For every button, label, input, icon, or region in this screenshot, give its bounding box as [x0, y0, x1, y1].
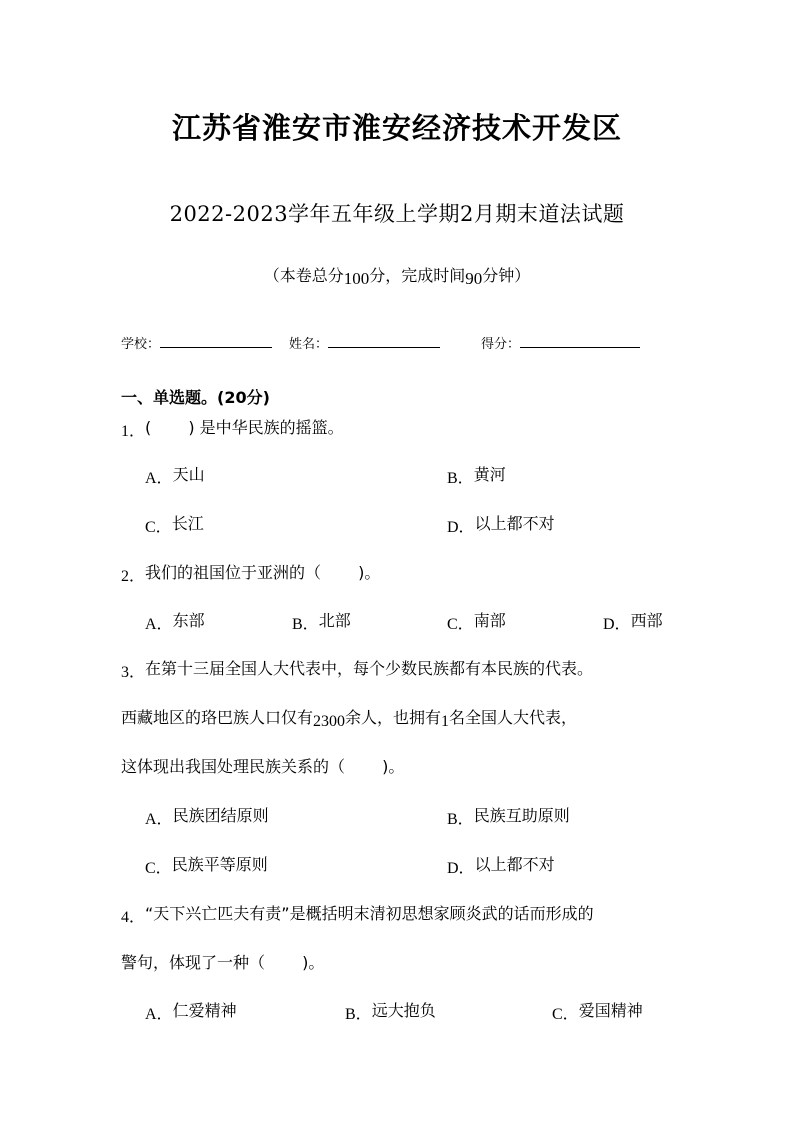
- note-mid: 分，完成时间: [369, 266, 466, 285]
- score-label: 得分：: [481, 337, 521, 352]
- option-text: 东部: [172, 611, 205, 630]
- exam-note: [0, 263, 794, 286]
- option-text: 西部: [630, 611, 663, 630]
- option-label: C．: [552, 1006, 579, 1023]
- name-label: 姓名：: [289, 337, 329, 352]
- population-number: 2300: [313, 713, 346, 730]
- note-suffix: 分钟）: [482, 266, 531, 285]
- q3-option-a[interactable]: [145, 803, 269, 826]
- question-text: 警句，体现了一种（ )。: [121, 953, 325, 972]
- school-blank[interactable]: [160, 333, 272, 348]
- q3-option-c[interactable]: [145, 852, 268, 875]
- option-label: A．: [145, 1006, 173, 1023]
- question-text: 名全国人大代表，: [449, 708, 578, 727]
- option-label: B．: [447, 811, 474, 828]
- score-field: [481, 333, 640, 352]
- option-label: C．: [447, 616, 474, 633]
- question-number: 1．: [121, 423, 146, 440]
- score-blank[interactable]: [520, 333, 640, 348]
- delegate-count: 1: [441, 713, 450, 730]
- q2-option-d[interactable]: [603, 608, 663, 631]
- question-text: 西藏地区的珞巴族人口仅有: [121, 708, 314, 727]
- q1-option-b[interactable]: [447, 462, 506, 485]
- option-text: 北部: [318, 611, 351, 630]
- q2-option-c[interactable]: [447, 608, 506, 631]
- option-text: 民族团结原则: [172, 806, 269, 825]
- option-text: 远大抱负: [371, 1001, 436, 1020]
- option-text: 南部: [473, 611, 506, 630]
- q3-option-b[interactable]: [447, 803, 570, 826]
- question-text: “天下兴亡匹夫有责”是概括明末清初思想家顾炎武的话而形成的: [145, 904, 594, 923]
- question-text: 这体现出我国处理民族关系的（ )。: [121, 757, 405, 776]
- option-label: B．: [292, 616, 319, 633]
- q3-option-d[interactable]: [447, 852, 555, 875]
- option-text: 仁爱精神: [172, 1001, 237, 1020]
- option-text: 民族平等原则: [171, 855, 268, 874]
- option-label: D．: [447, 860, 475, 877]
- option-label: D．: [603, 616, 631, 633]
- question-4-line-2: [121, 950, 324, 973]
- question-number: 3．: [121, 664, 146, 681]
- option-text: 爱国精神: [578, 1001, 643, 1020]
- option-label: A．: [145, 470, 173, 487]
- document-subtitle: 2022-2023学年五年级上学期2月期末道法试题: [169, 202, 625, 226]
- option-label: D．: [447, 519, 475, 536]
- question-text: 在第十三届全国人大代表中，每个少数民族都有本民族的代表。: [145, 659, 594, 678]
- school-label: 学校：: [121, 337, 161, 352]
- question-2: [121, 560, 380, 583]
- q2-option-a[interactable]: [145, 608, 205, 631]
- option-label: C．: [145, 519, 172, 536]
- note-prefix: （本卷总分: [263, 266, 344, 285]
- q1-option-a[interactable]: [145, 462, 205, 485]
- option-text: 黄河: [473, 465, 506, 484]
- question-text: 余人，也拥有: [345, 708, 442, 727]
- question-number: 2．: [121, 568, 146, 585]
- option-label: B．: [345, 1006, 372, 1023]
- total-score: 100: [343, 269, 370, 288]
- option-label: A．: [145, 616, 173, 633]
- option-text: 长江: [171, 514, 204, 533]
- question-3-line-2: [121, 705, 577, 728]
- option-text: 民族互助原则: [473, 806, 570, 825]
- q4-option-a[interactable]: [145, 998, 237, 1021]
- question-3-line-3: [121, 754, 404, 777]
- name-blank[interactable]: [328, 333, 440, 348]
- q1-option-c[interactable]: [145, 511, 204, 534]
- section-title: 一、单选题。(20分): [121, 388, 270, 407]
- school-field: [121, 333, 272, 352]
- exam-time: 90: [465, 269, 483, 288]
- q2-option-b[interactable]: [292, 608, 351, 631]
- option-label: A．: [145, 811, 173, 828]
- question-1: [121, 415, 344, 438]
- q4-option-b[interactable]: [345, 998, 436, 1021]
- question-number: 4．: [121, 909, 146, 926]
- q4-option-c[interactable]: [552, 998, 643, 1021]
- option-text: 以上都不对: [474, 855, 555, 874]
- question-text: ( ) 是中华民族的摇篮。: [145, 418, 344, 437]
- question-4-line-1: [121, 901, 594, 924]
- question-text: 我们的祖国位于亚洲的（ )。: [145, 563, 381, 582]
- option-label: B．: [447, 470, 474, 487]
- q1-option-d[interactable]: [447, 511, 555, 534]
- question-3-line-1: [121, 656, 593, 679]
- document-title: 江苏省淮安市淮安经济技术开发区: [171, 111, 622, 145]
- name-field: [289, 333, 440, 352]
- option-text: 天山: [172, 465, 205, 484]
- option-label: C．: [145, 860, 172, 877]
- option-text: 以上都不对: [474, 514, 555, 533]
